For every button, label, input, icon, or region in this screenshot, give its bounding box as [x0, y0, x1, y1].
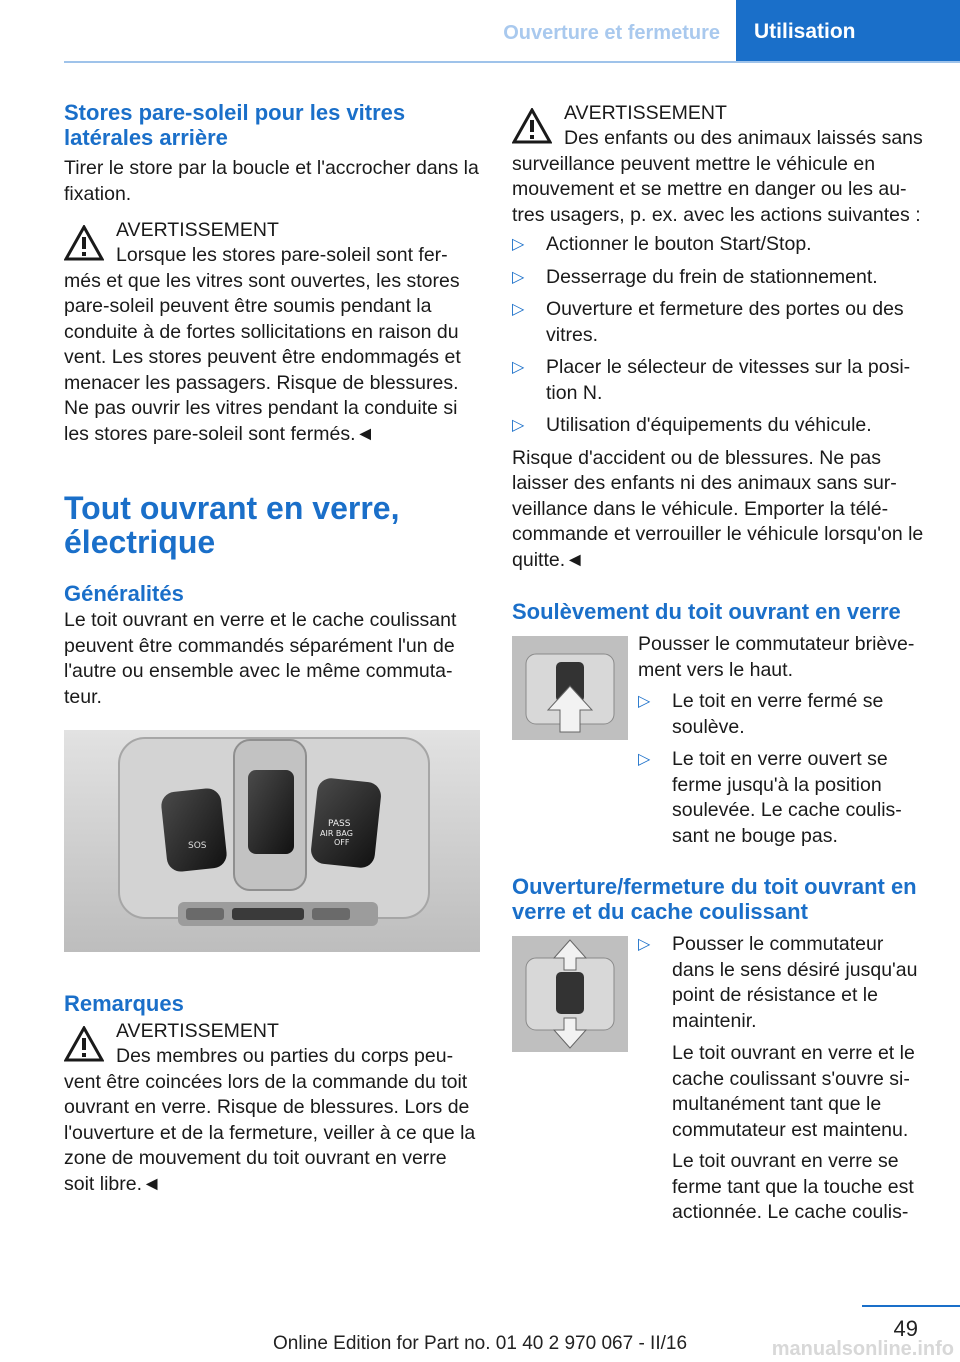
open-close-text-2: Le toit ouvrant en verre se ferme tant que la touche est actionnée. Le cache coulis- [672, 1150, 914, 1223]
list-item: ▷ Le toit en verre ouvert se ferme jusqu'à la position soulevée. Le cache coulis-sant ne bouge pas. [638, 748, 902, 847]
left-column [64, 100, 482, 1197]
section-title-general: Généralités [64, 581, 184, 606]
bullet-triangle-icon: ▷ [512, 301, 525, 318]
airbag-label: AIR BAG [320, 829, 353, 838]
off-label: OFF [334, 838, 350, 847]
bullet-triangle-icon: ▷ [638, 936, 651, 953]
warning-conclusion: Risque d'accident ou de blessures. Ne pas laisser des enfants ni des animaux sans sur-veillance dans le véhicule. Emporter la télé-commande et verrouiller le véhicule lorsqu'on le quitte.◄ [512, 446, 924, 571]
sos-label: SOS [188, 841, 207, 851]
footer-rule [862, 1305, 960, 1307]
list-item: ▷ Utilisation d'équipements du véhicule. [512, 413, 930, 439]
bullet-triangle-icon: ▷ [638, 693, 651, 710]
roof-raise-list [638, 689, 930, 849]
watermark: manualsonline.info [771, 1338, 954, 1360]
section-title-notes: Remarques [64, 991, 184, 1016]
bullet-triangle-icon: ▷ [512, 268, 525, 286]
list-item: ▷ Desserrage du frein de stationnement. [512, 265, 930, 291]
open-close-text-1: Le toit ouvrant en verre et le cache coulissant s'ouvre si-multanément tant que le commutateur est maintenu. [672, 1042, 915, 1141]
switch-up-figure [512, 636, 628, 740]
open-close-list [638, 932, 930, 1034]
warning-block-sunblinds [64, 217, 482, 447]
warning-icon [64, 225, 104, 261]
warning-action-list [512, 232, 930, 439]
section-title-sunblinds: Stores pare-soleil pour les vitres latérales arrière [64, 100, 406, 150]
warning-title: AVERTISSEMENT [116, 1020, 279, 1042]
warning-text: Lorsque les stores pare-soleil sont fer-més et que les vitres sont ouvertes, les stores pare-soleil peuvent être soumis pendant la conduite à de fortes sollicitations en raison du vent. Les stores peuvent être endommagés et menacer les passagers. Risque de blessures. Ne pas ouvrir les vitres pendant la conduite si les stores pare-soleil sont fermés.◄ [64, 244, 461, 445]
warning-text: Des enfants ou des animaux laissés sans surveillance peuvent mettre le véhicule en mouvement et se mettre en danger ou les au-tres usagers, p. ex. avec les actions suivantes : [512, 127, 923, 226]
general-text: Le toit ouvrant en verre et le cache coulissant peuvent être commandés séparément l'un de l'autre ou ensemble avec le même commuta-teur. [64, 609, 457, 708]
warning-title: AVERTISSEMENT [564, 102, 727, 124]
right-column [512, 100, 930, 1232]
list-item: ▷ Pousser le commutateur dans le sens désiré jusqu'au point de résistance et le maintenir. [638, 933, 918, 1032]
switch-updown-figure [512, 936, 628, 1052]
section-title-roof-raise: Soulèvement du toit ouvrant en verre [512, 599, 901, 624]
bullet-triangle-icon: ▷ [638, 751, 651, 768]
list-item: ▷ Actionner le bouton Start/Stop. [512, 232, 930, 258]
section-title-open-close: Ouverture/fermeture du toit ouvrant en verre et du cache coulissant [512, 874, 917, 924]
list-item: ▷ Ouverture et fermeture des portes ou des vitres. [512, 298, 904, 346]
bullet-triangle-icon: ▷ [512, 417, 525, 434]
warning-title: AVERTISSEMENT [116, 219, 279, 241]
warning-text: Des membres ou parties du corps peu-vent être coincées lors de la commande du toit ouvrant en verre. Risque de blessures. Lors de l'ouverture et de la fermeture, veiller à ce que la zone de mouvement du toit ouvrant en verre soit libre.◄ [64, 1045, 476, 1195]
sunblinds-text: Tirer le store par la boucle et l'accrocher dans la fixation. [64, 157, 479, 205]
warning-icon [64, 1026, 104, 1062]
header-section-title: Ouverture et fermeture [503, 22, 720, 44]
pass-label: PASS [328, 819, 351, 829]
list-item: ▷ Placer le sélecteur de vitesses sur la posi-tion N. [512, 356, 911, 404]
warning-block-children [512, 100, 930, 228]
bullet-triangle-icon: ▷ [512, 236, 525, 253]
warning-block-pinching [64, 1018, 482, 1197]
list-item: ▷ Le toit en verre fermé se soulève. [638, 690, 884, 738]
header-chapter-tab[interactable]: Utilisation [736, 0, 960, 63]
bullet-triangle-icon: ▷ [512, 359, 525, 376]
page-number: 49 [893, 1316, 918, 1341]
chapter-heading-glass-roof: Tout ouvrant en verre, électrique [64, 490, 400, 560]
header-rule [64, 61, 960, 63]
edition-footer: Online Edition for Part no. 01 40 2 970 067 - II/16 [272, 1333, 688, 1354]
warning-icon [512, 108, 552, 144]
overhead-console-photo [64, 730, 480, 952]
roof-raise-text: Pousser le commutateur briève-ment vers le haut. [638, 633, 915, 681]
